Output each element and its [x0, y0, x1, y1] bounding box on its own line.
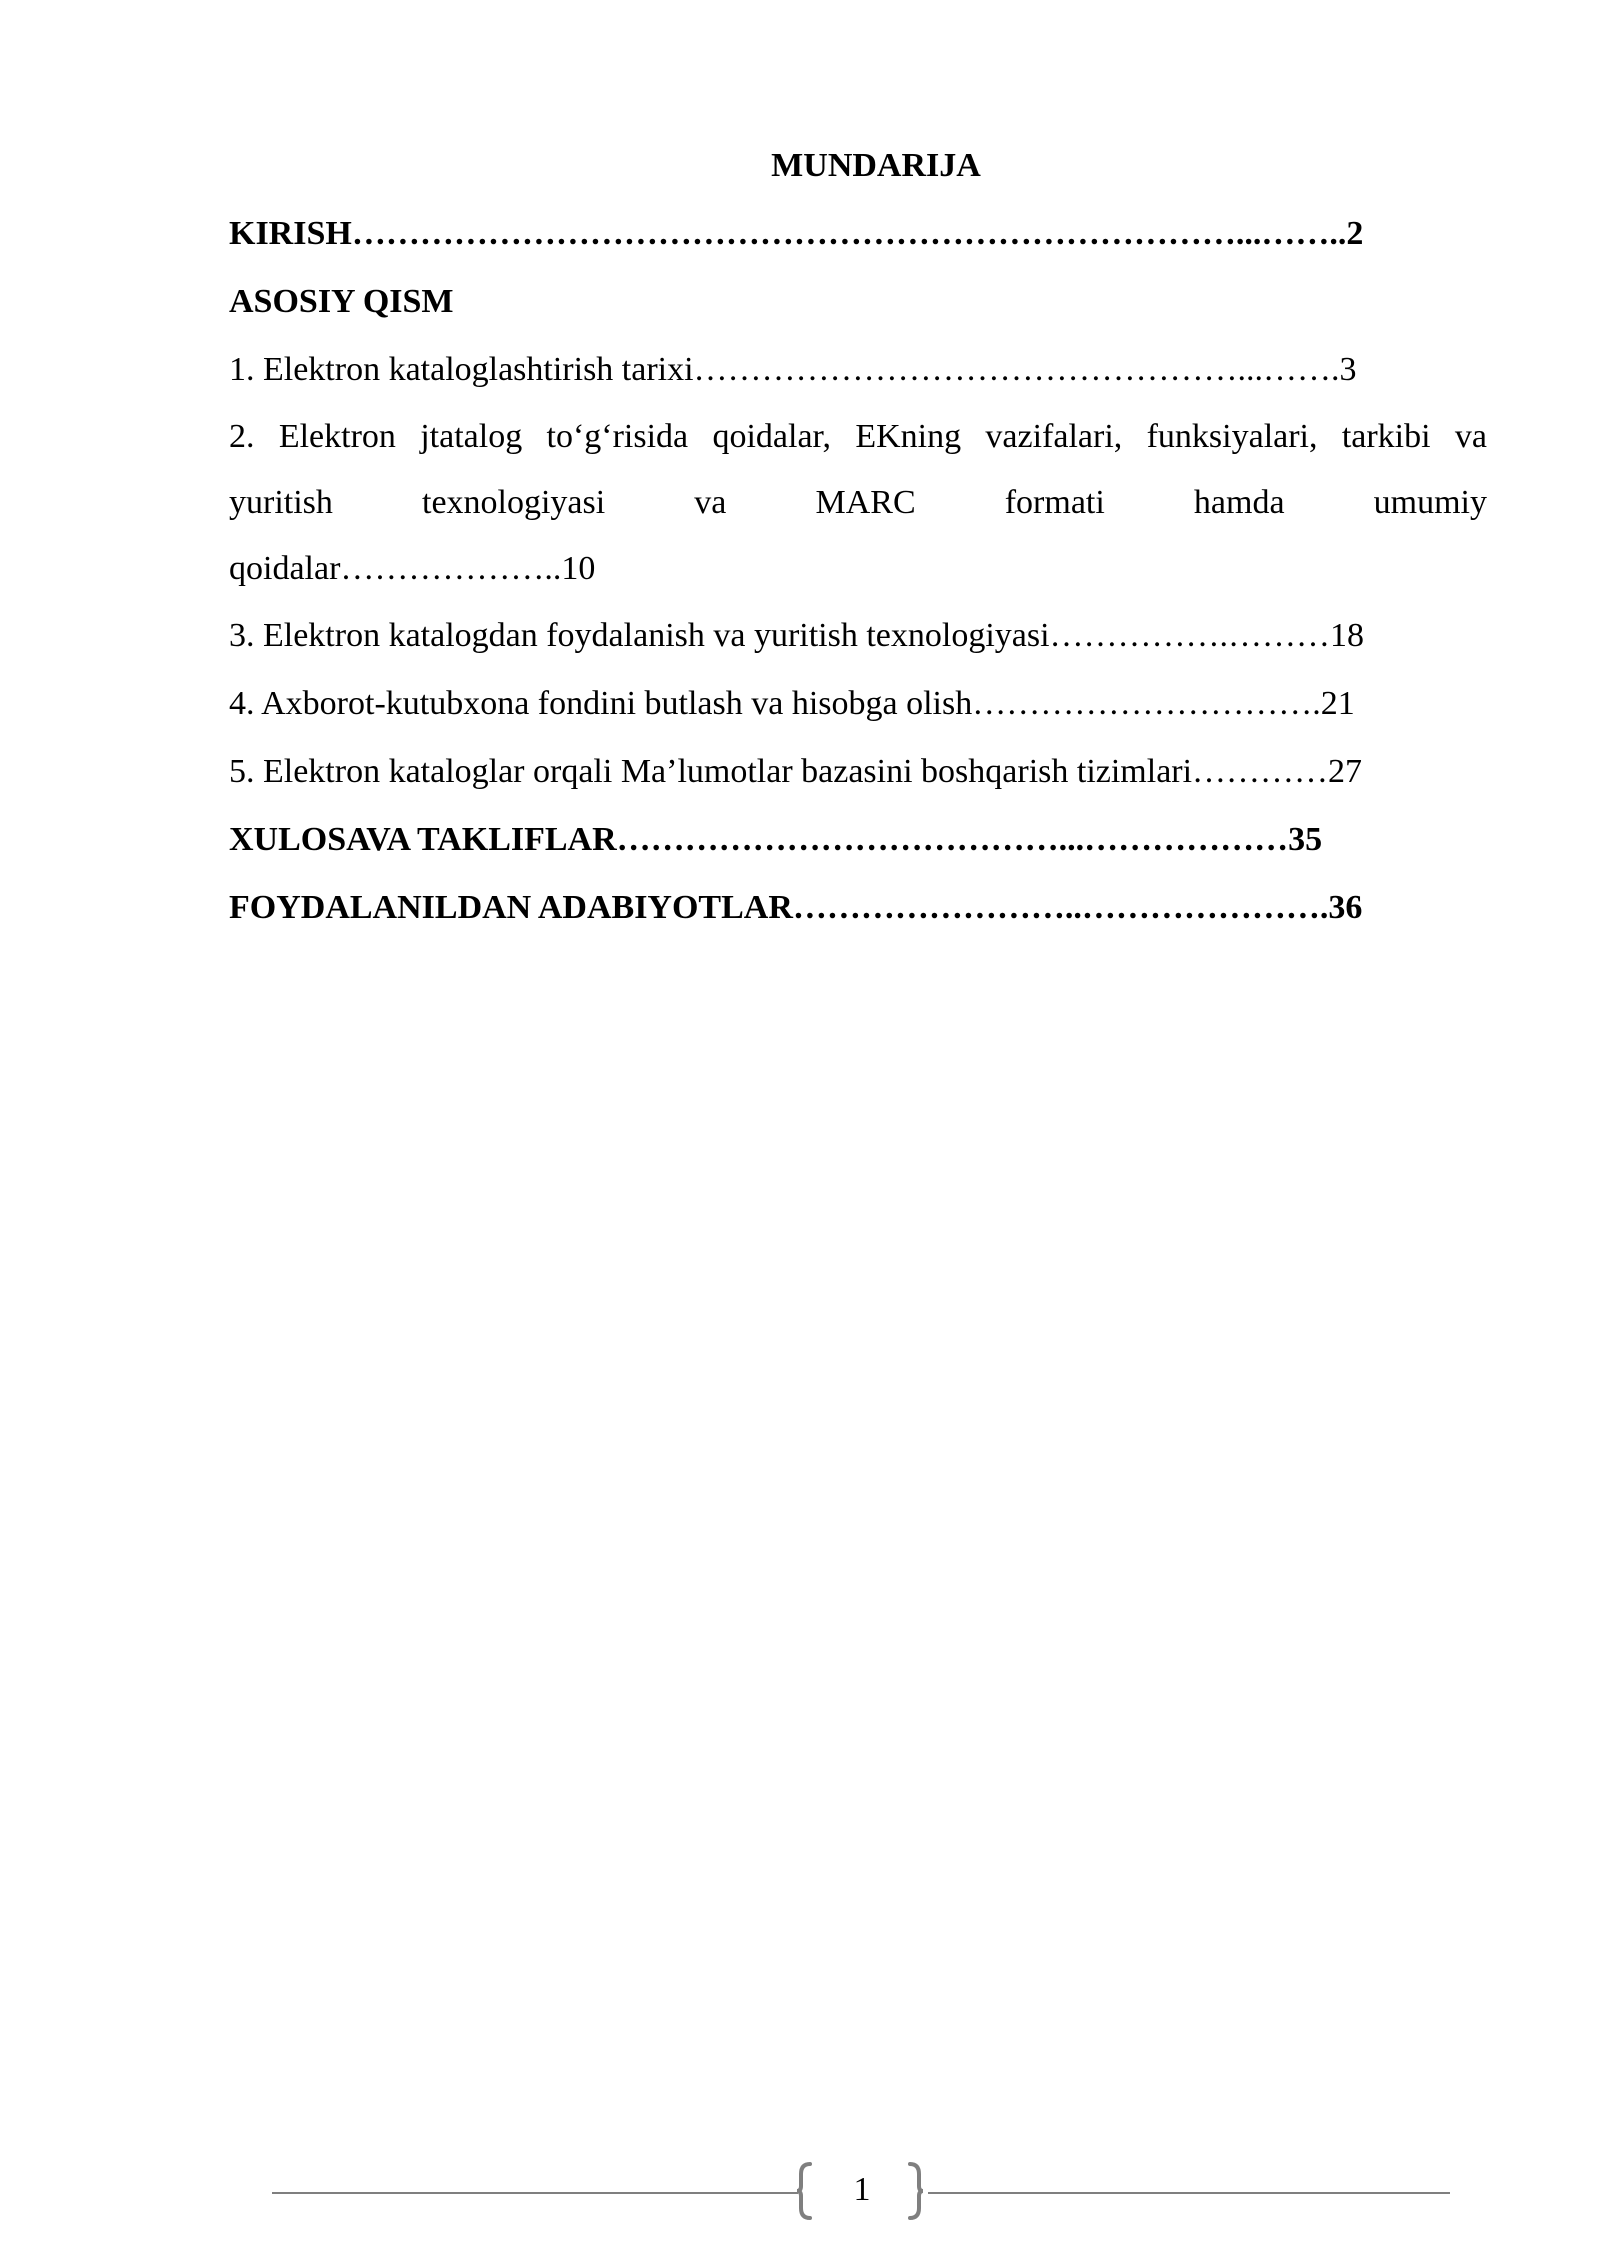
toc-entry-2-line-3: qoidalar………………..10 — [229, 550, 596, 587]
toc-entry-conclusion[interactable]: XULOSAVA TAKLIFLAR…………………………………...………………35 — [229, 821, 1323, 858]
page-number: 1 — [853, 2171, 871, 2208]
toc-entry-3[interactable]: 3. Elektron katalogdan foydalanish va yuritish texnologiyasi…………….………18 — [229, 617, 1365, 654]
toc-entry-2-line-2: yuritish texnologiyasi va MARC formati hamda umumiy — [229, 484, 1487, 521]
toc-entry-4[interactable]: 4. Axborot-kutubxona fondini butlash va hisobga olish………………………….21 — [229, 685, 1355, 722]
right-brace-icon — [906, 2162, 924, 2220]
toc-entry-intro[interactable]: KIRISH……………………………………………………………………...……..2 — [229, 215, 1364, 252]
toc-entry-2-line-1: 2. Elektron jtatalog to‘g‘risida qoidalar, EKning vazifalari, funksiyalari, tarkibi va — [229, 418, 1487, 455]
left-brace-icon — [796, 2162, 814, 2220]
toc-entry-2[interactable] — [229, 404, 1487, 602]
footer-rule-right — [928, 2192, 1450, 2194]
toc-entry-5[interactable]: 5. Elektron kataloglar orqali Ma’lumotlar bazasini boshqarish tizimlari…………27 — [229, 753, 1363, 790]
toc-title: MUNDARIJA — [771, 147, 981, 184]
table-of-contents — [229, 146, 1487, 942]
toc-section-heading: ASOSIY QISM — [229, 283, 454, 320]
toc-entry-1[interactable]: 1. Elektron kataloglashtirish tarixi…………………………………………...…….3 — [229, 351, 1357, 388]
toc-entry-references[interactable]: FOYDALANILDAN ADABIYOTLAR……………………..………………….36 — [229, 889, 1363, 926]
footer-rule-left — [272, 2192, 798, 2194]
page-footer — [272, 2162, 1450, 2226]
